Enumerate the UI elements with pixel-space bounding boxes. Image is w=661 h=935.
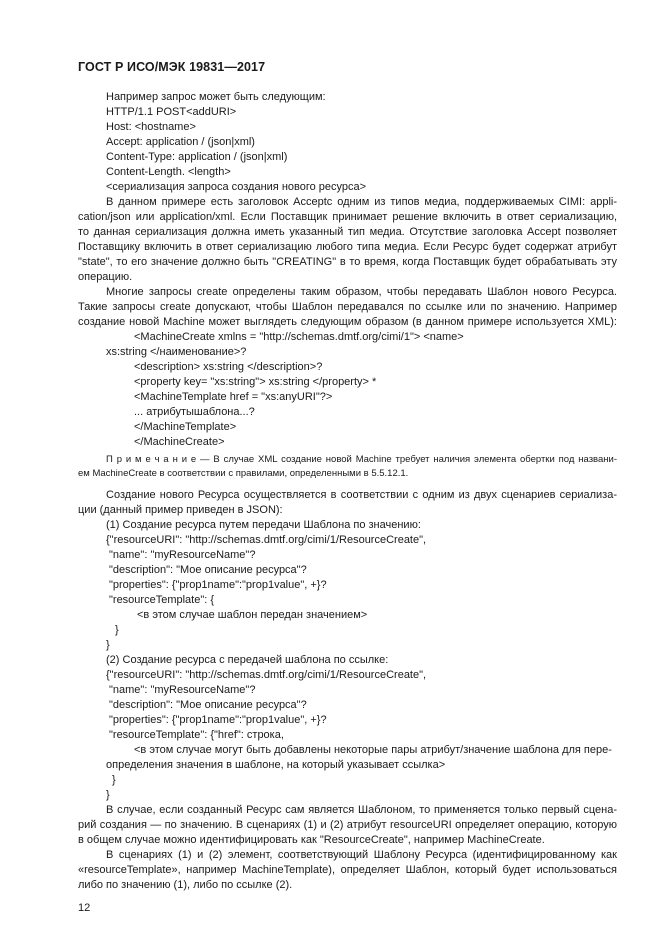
text-line: <MachineCreate xmlns = "http://schemas.dmtf.org/cimi/1"> <name> xyxy=(134,331,464,343)
text-line: "properties": {"prop1name":"prop1value", +}? xyxy=(109,714,327,726)
text-line: либо по значению (1), либо по ссылке (2). xyxy=(78,879,293,891)
text-line: ... атрибутышаблона...? xyxy=(134,406,255,418)
text-line: "properties": {"prop1name":"prop1value", +}? xyxy=(109,579,327,591)
text-line: Такие запросы create допускают, чтобы Шаблон передавался по ссылке или по значению. Например xyxy=(78,301,617,313)
text-line: <сериализация запроса создания нового ресурса> xyxy=(106,181,367,193)
text-line: (1) Создание ресурса путем передачи Шаблона по значению: xyxy=(106,519,421,531)
text-line: (2) Создание ресурса с передачей шаблона по ссылке: xyxy=(106,654,389,666)
document-header: ГОСТ Р ИСО/МЭК 19831—2017 xyxy=(78,60,266,74)
text-line: </MachineTemplate> xyxy=(134,421,237,433)
text-line: } xyxy=(106,639,110,651)
text-line: то данная сериализация должна иметь указанный тип медиа. Отсутствие заголовка Accept позволяет xyxy=(78,226,617,238)
text-line: Создание нового Ресурса осуществляется в соответствии с одним из двух сценариев сериализа- xyxy=(106,489,617,501)
text-line: В сценариях (1) и (2) элемент, соответствующий Шаблону Ресурса (идентифицированному как xyxy=(106,849,617,861)
text-line: в общем случае можно идентифицировать как "ResourceCreate", например MachineCreate. xyxy=(78,834,545,846)
text-line: {"resourceURI": "http://schemas.dmtf.org/cimi/1/ResourceCreate", xyxy=(106,534,427,546)
text-line: определения значения в шаблоне, на который указывает ссылка> xyxy=(106,759,446,771)
text-line: Content-Length. <length> xyxy=(106,166,231,178)
text-line: Host: <hostname> xyxy=(106,121,196,133)
text-line: Accept: application / (json|xml) xyxy=(106,136,255,148)
text-line: В случае, если созданный Ресурс сам является Шаблоном, то применяется только первый сцена- xyxy=(106,804,617,816)
text-line: В данном примере есть заголовок Acceptc одним из типов медиа, поддерживаемых CIMI: appli- xyxy=(106,196,617,208)
text-line: cation/json или application/xml. Если Поставщик принимает решение включить в ответ сериализацию, xyxy=(78,211,617,223)
page-number: 12 xyxy=(78,902,91,914)
text-line: <в этом случае шаблон передан значением> xyxy=(137,609,368,621)
text-line: {"resourceURI": "http://schemas.dmtf.org/cimi/1/ResourceCreate", xyxy=(106,669,427,681)
text-line: Content-Type: application / (json|xml) xyxy=(106,151,288,163)
text-line: } xyxy=(112,774,116,786)
text-line: "description": "Мое описание ресурса"? xyxy=(109,699,307,711)
text-line: } xyxy=(106,789,110,801)
text-line: <property key= "xs:string"> xs:string </property> * xyxy=(134,376,377,388)
text-line: </MachineCreate> xyxy=(134,436,225,448)
text-line: "resourceTemplate": { xyxy=(109,594,215,606)
text-line: операцию. xyxy=(78,271,133,283)
text-line: ции (данный пример приведен в JSON): xyxy=(78,504,283,516)
text-line: "description": "Мое описание ресурса"? xyxy=(109,564,307,576)
text-line: Многие запросы create определены таким образом, чтобы передавать Шаблон нового Ресурса. xyxy=(106,286,617,298)
text-line: "name": "myResourceName"? xyxy=(109,549,256,561)
text-line: } xyxy=(115,624,119,636)
text-line: создание новой Machine может выглядеть следующим образом (в данном примере используется XML): xyxy=(78,316,617,328)
text-line: «resourceTemplate», например MachineTemplate), определяет Шаблон, который будет использоваться xyxy=(78,864,617,876)
note-line: П р и м е ч а н и е — В случае XML создание новой Machine требует наличия элемента обертки под названи- xyxy=(106,454,617,465)
text-line: xs:string </наименование>? xyxy=(106,346,247,358)
text-line: рий создания — по значению. В сценариях (1) и (2) атрибут resourceURI определяет операцию, которую xyxy=(78,819,617,831)
text-line: "name": "myResourceName"? xyxy=(109,684,256,696)
text-line: <в этом случае могут быть добавлены некоторые пары атрибут/значение шаблона для пере- xyxy=(134,744,612,756)
text-line: <description> xs:string </description>? xyxy=(134,361,323,373)
text-line: Поставщику включить в ответ сериализацию любого типа медиа. Если Ресурс будет содержат атрибут xyxy=(78,241,617,253)
text-line: Например запрос может быть следующим: xyxy=(106,91,326,103)
note-line: ем MachineCreate в соответствии с правилами, определенными в 5.5.12.1. xyxy=(78,468,409,479)
text-line: HTTP/1.1 POST<addURI> xyxy=(106,106,237,118)
text-line: <MachineTemplate href = "xs:anyURI"?> xyxy=(134,391,333,403)
text-line: "resourceTemplate": {"href": строка, xyxy=(109,729,284,741)
text-line: "state", то его значение должно быть "CREATING" в то время, когда Поставщик будет обрабатывать эту xyxy=(78,256,617,268)
